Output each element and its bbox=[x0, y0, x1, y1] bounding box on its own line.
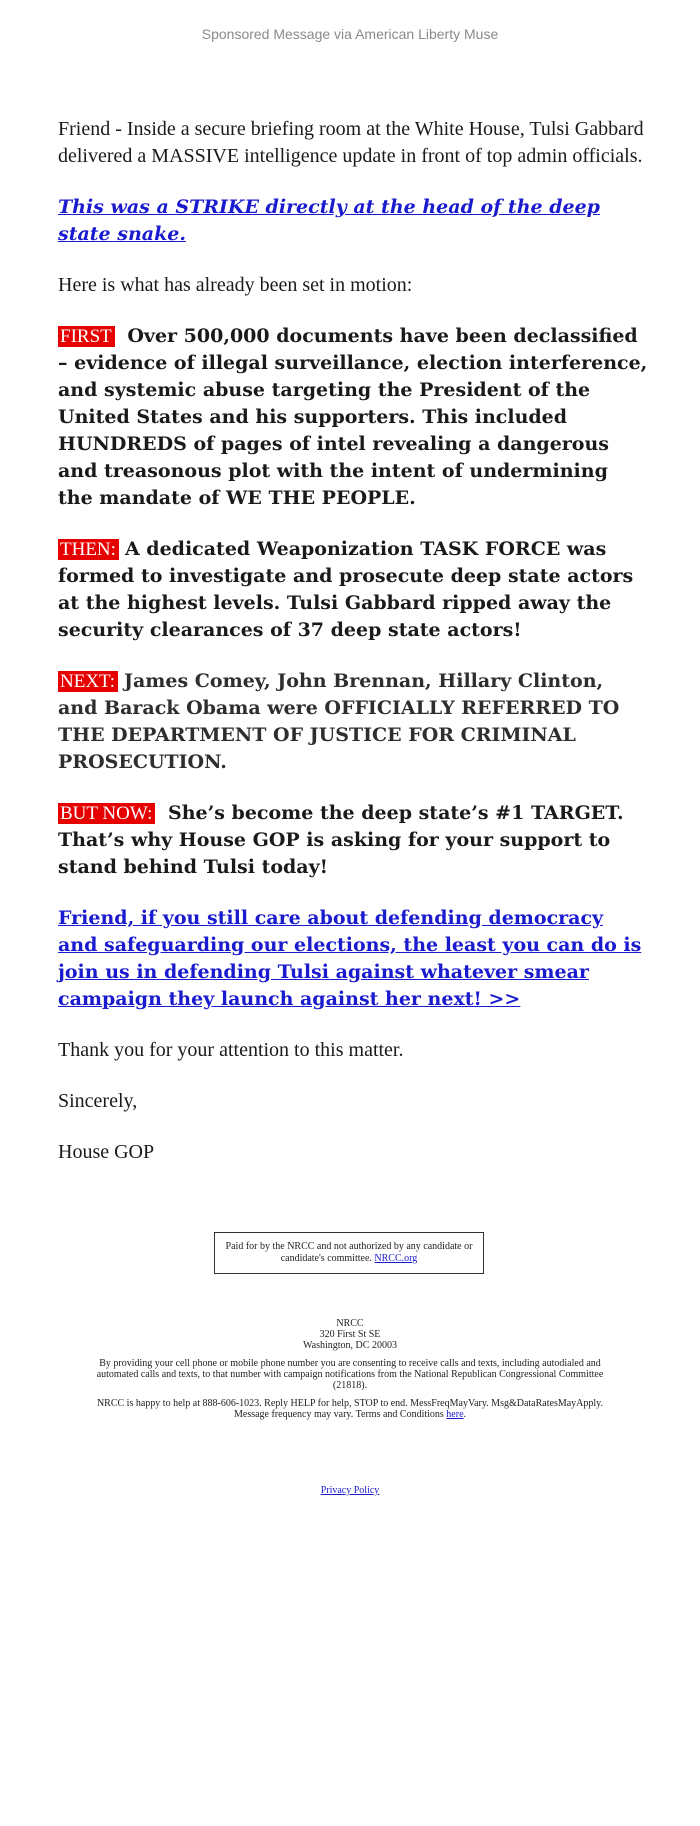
terms-here-link[interactable]: here bbox=[446, 1409, 464, 1420]
footer-address-line-1: 320 First St SE bbox=[319, 1329, 381, 1340]
then-text: A dedicated Weaponization TASK FORCE was formed to investigate and prosecute deep state actors at the highest levels. Tulsi Gabbard ripped away the security clearances of 37 deep state actors! bbox=[58, 538, 634, 641]
butnow-text: She’s become the deep state’s #1 TARGET. That’s why House GOP is asking for your support to stand behind Tulsi today! bbox=[58, 802, 624, 878]
cta-link[interactable]: Friend, if you still care about defending democracy and safeguarding our elections, the least you can do is join us in defending Tulsi against whatever smear campaign they launch against her next! >> bbox=[58, 907, 642, 1010]
next-paragraph bbox=[58, 668, 648, 776]
strike-link[interactable]: This was a STRIKE directly at the head of the deep state snake. bbox=[58, 196, 600, 245]
privacy-policy-link[interactable]: Privacy Policy bbox=[320, 1485, 380, 1496]
first-paragraph bbox=[58, 323, 648, 512]
footer bbox=[90, 1318, 610, 1420]
footer-consent: By providing your cell phone or mobile phone number you are consenting to receive calls and texts, including autodialed and automated calls and texts, to that number with campaign notifications from the National Republican Congressional Committee (21818). bbox=[96, 1358, 604, 1391]
set-in-motion-text: Here is what has already been set in motion: bbox=[58, 274, 413, 296]
sincerely-text: Sincerely, bbox=[58, 1090, 138, 1112]
sponsor-line: Sponsored Message via American Liberty Muse bbox=[201, 26, 499, 42]
paid-for-text: Paid for by the NRCC and not authorized by any candidate or candidate's committee. bbox=[225, 1241, 473, 1264]
footer-org: NRCC bbox=[336, 1318, 364, 1329]
paid-for-box bbox=[214, 1232, 484, 1274]
strike-paragraph bbox=[58, 194, 648, 248]
first-tag: FIRST bbox=[58, 326, 115, 347]
next-text: James Comey, John Brennan, Hillary Clinton, and Barack Obama were OFFICIALLY REFERRED TO THE DEPARTMENT OF JUSTICE FOR CRIMINAL PROSECUTION. bbox=[58, 670, 620, 773]
signature-text: House GOP bbox=[58, 1141, 155, 1163]
footer-address-line-2: Washington, DC 20003 bbox=[303, 1340, 397, 1351]
butnow-tag: BUT NOW: bbox=[58, 803, 155, 824]
footer-help-text: NRCC is happy to help at 888-606-1023. Reply HELP for help, STOP to end. MessFreqMayVary. Msg&DataRatesMayApply. Message frequency may vary. Terms and Conditions bbox=[96, 1398, 604, 1420]
then-paragraph bbox=[58, 536, 648, 644]
email-body bbox=[58, 116, 648, 1190]
privacy-section bbox=[0, 1485, 700, 1496]
cta-paragraph bbox=[58, 905, 648, 1013]
next-tag: NEXT: bbox=[58, 671, 118, 692]
then-tag: THEN: bbox=[58, 539, 119, 560]
nrcc-link[interactable]: NRCC.org bbox=[374, 1253, 418, 1264]
footer-period: . bbox=[463, 1409, 467, 1420]
first-text: Over 500,000 documents have been declassified – evidence of illegal surveillance, election interference, and systemic abuse targeting the President of the United States and his supporters. This included HUNDREDS of pages of intel revealing a dangerous and treasonous plot with the intent of undermining the mandate of WE THE PEOPLE. bbox=[58, 325, 648, 509]
thanks-text: Thank you for your attention to this matter. bbox=[58, 1039, 404, 1061]
butnow-paragraph bbox=[58, 800, 648, 881]
footer-help bbox=[90, 1398, 610, 1420]
intro-paragraph: Friend - Inside a secure briefing room at the White House, Tulsi Gabbard delivered a MASSIVE intelligence update in front of top admin officials. bbox=[58, 118, 644, 167]
